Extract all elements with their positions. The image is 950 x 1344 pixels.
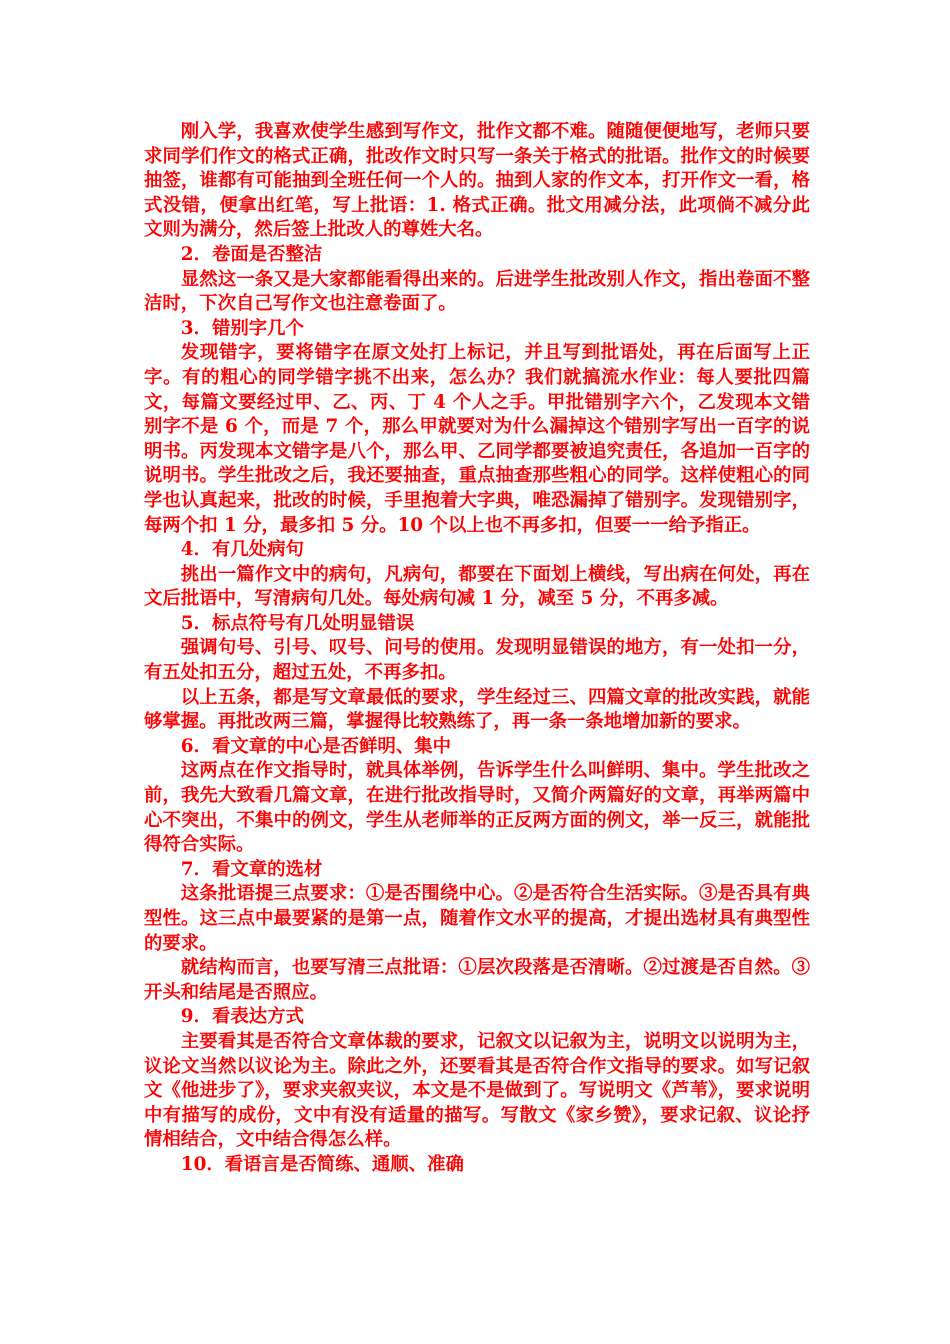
paragraph-structure: 就结构而言，也要写清三点批语：①层次段落是否清晰。②过渡是否自然。③开头和结尾是否照应。 xyxy=(144,957,810,1003)
paragraph-expression: 主要看其是否符合文章体裁的要求，记叙文以记叙为主，说明文以说明为主，议论文当然以议论为主。除此之外，还要看其是否符合作文指导的要求。如写记叙文《他进步了》，要求夹叙夹议，本文是不是做到了。写说明文《芦苇》，要求说明中有描写的成份，文中有没有适量的描写。写散文《家乡赞》，要求记叙、议论抒情相结合，文中结合得怎么样。 xyxy=(144,1030,810,1151)
paragraph-central-idea: 这两点在作文指导时，就具体举例，告诉学生什么叫鲜明、集中。学生批改之前，我先大致看几篇文章，在进行批改指导时，又简介两篇好的文章，再举两篇中心不突出，不集中的例文，学生从老师举的正反两方面的例文，举一反三，就能批得符合实际。 xyxy=(144,760,810,856)
section-heading-10: 10．看语言是否简练、通顺、准确 xyxy=(180,1153,464,1175)
paragraph-punctuation: 强调句号、引号、叹号、问号的使用。发现明显错误的地方，有一处扣一分，有五处扣五分，超过五处，不再多扣。 xyxy=(144,637,810,684)
paragraph-summary: 以上五条，都是写文章最低的要求，学生经过三、四篇文章的批改实践，就能够掌握。再批改两三篇，掌握得比较熟练了，再一条一条地增加新的要求。 xyxy=(144,686,810,733)
section-heading-3: 3．错别字几个 xyxy=(180,317,304,339)
section-heading-5: 5．标点符号有几处明显错误 xyxy=(180,612,415,634)
paragraph-material-selection: 这条批语提三点要求：①是否围绕中心。②是否符合生活实际。③是否具有典型性。这三点中最要紧的是第一点，随着作文水平的提高，才提出选材具有典型性的要求。 xyxy=(144,883,810,954)
paragraph-faulty-sentences: 挑出一篇作文中的病句，凡病句，都要在下面划上横线，写出病在何处，再在文后批语中，写清病句几处。每处病句减 1 分，减至 5 分，不再多减。 xyxy=(144,563,810,610)
document-body xyxy=(144,120,810,1178)
section-heading-6: 6．看文章的中心是否鲜明、集中 xyxy=(180,735,452,757)
paragraph-intro: 刚入学，我喜欢使学生感到写作文，批作文都不难。随随便便地写，老师只要求同学们作文的格式正确，批改作文时只写一条关于格式的批语。批作文的时候要抽签，谁都有可能抽到全班任何一个人的。抽到人家的作文本，打开作文一看，格式没错，便拿出红笔，写上批语：1. 格式正确。批文用减分法，此项倘不减分此文则为满分，然后签上批改人的尊姓大名。 xyxy=(144,121,810,241)
section-heading-9: 9．看表达方式 xyxy=(180,1006,304,1028)
section-heading-2: 2．卷面是否整洁 xyxy=(180,243,323,265)
section-heading-7: 7．看文章的选材 xyxy=(180,858,323,880)
section-heading-4: 4．有几处病句 xyxy=(180,539,304,561)
paragraph-neatness: 显然这一条又是大家都能看得出来的。后进学生批改别人作文，指出卷面不整洁时，下次自己写作文也注意卷面了。 xyxy=(144,268,810,315)
paragraph-typos: 发现错字，要将错字在原文处打上标记，并且写到批语处，再在后面写上正字。有的粗心的同学错字挑不出来，怎么办？我们就搞流水作业：每人要批四篇文，每篇文要经过甲、乙、丙、丁 4 个人之手。甲批错别字六个，乙发现本文错别字不是 6 个，而是 7 个，那么甲就要对为什么漏掉这个错别字写出一百字的说明书。丙发现本文错字是八个，那么甲、乙同学都要被追究责任，各追加一百字的说明书。学生批改之后，我还要抽查，重点抽查那些粗心的同学。这样使粗心的同学也认真起来，批改的时候，手里抱着大字典，唯恐漏掉了错别字。发现错别字，每两个扣 1 分，最多扣 5 分。10 个以上也不再多扣，但要一一给予指正。 xyxy=(144,342,810,536)
